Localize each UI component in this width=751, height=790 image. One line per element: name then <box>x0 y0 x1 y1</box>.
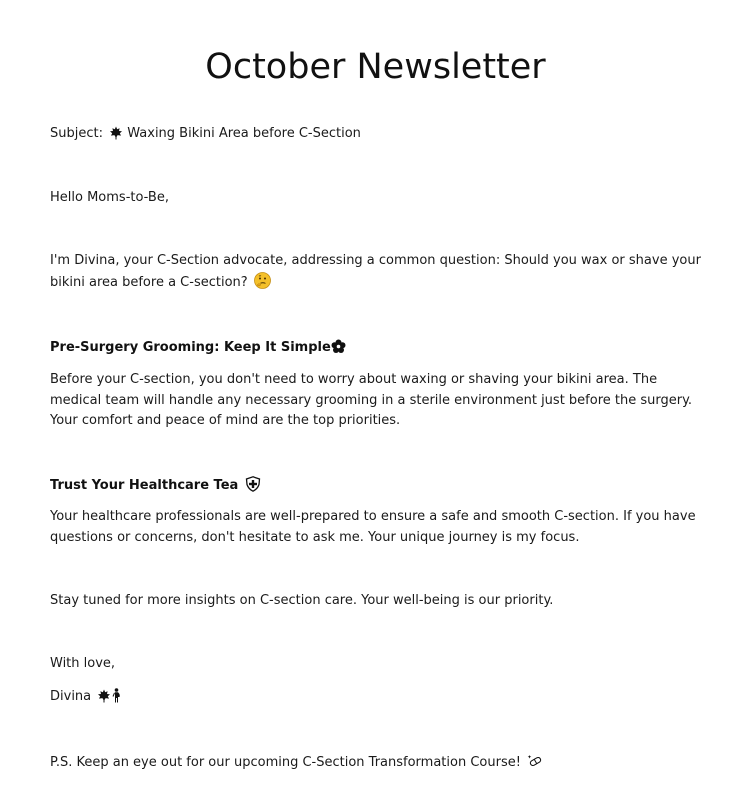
section1-body: Before your C-section, you don't need to worry about waxing or shaving your bikini area. The medical team will handle any necessary grooming in a sterile environment just before the surgery. Your comfort and peace of mind are the top priorities. <box>50 372 693 428</box>
sign-off: With love, <box>50 656 116 671</box>
subject-prefix: Subject: <box>50 126 103 141</box>
pregnant-woman-icon <box>112 688 122 703</box>
maple-leaf-icon <box>97 689 111 703</box>
section2-heading-text: Trust Your Healthcare Tea <box>50 478 239 493</box>
closing-line: Stay tuned for more insights on C-section care. Your well-being is our priority. <box>50 593 554 608</box>
subject-line <box>50 124 710 145</box>
subject-text: Waxing Bikini Area before C-Section <box>127 126 361 141</box>
greeting: Hello Moms-to-Be, <box>50 190 169 205</box>
ps-text: P.S. Keep an eye out for our upcoming C-Section Transformation Course! <box>50 755 521 770</box>
flower-icon <box>331 339 346 354</box>
document-title: October Newsletter <box>205 47 546 87</box>
maple-leaf-icon <box>109 126 123 140</box>
shield-cross-icon <box>245 476 261 492</box>
ps-line <box>50 753 710 774</box>
section2-heading <box>50 476 261 496</box>
sparkle-pill-icon <box>527 754 543 769</box>
signature-name: Divina <box>50 689 92 704</box>
intro-paragraph <box>50 251 710 293</box>
intro-text: I'm Divina, your C-Section advocate, addressing a common question: Should you wax or shave your bikini area before a C-section? <box>50 253 701 290</box>
section1-heading <box>50 338 346 358</box>
section1-heading-text: Pre-Surgery Grooming: Keep It Simple <box>50 340 331 355</box>
section2-body: Your healthcare professionals are well-prepared to ensure a safe and smooth C-section. If you have questions or concerns, don't hesitate to ask me. Your unique journey is my focus. <box>50 509 696 545</box>
signature-line <box>50 687 710 708</box>
thinking-face-icon <box>254 272 271 289</box>
